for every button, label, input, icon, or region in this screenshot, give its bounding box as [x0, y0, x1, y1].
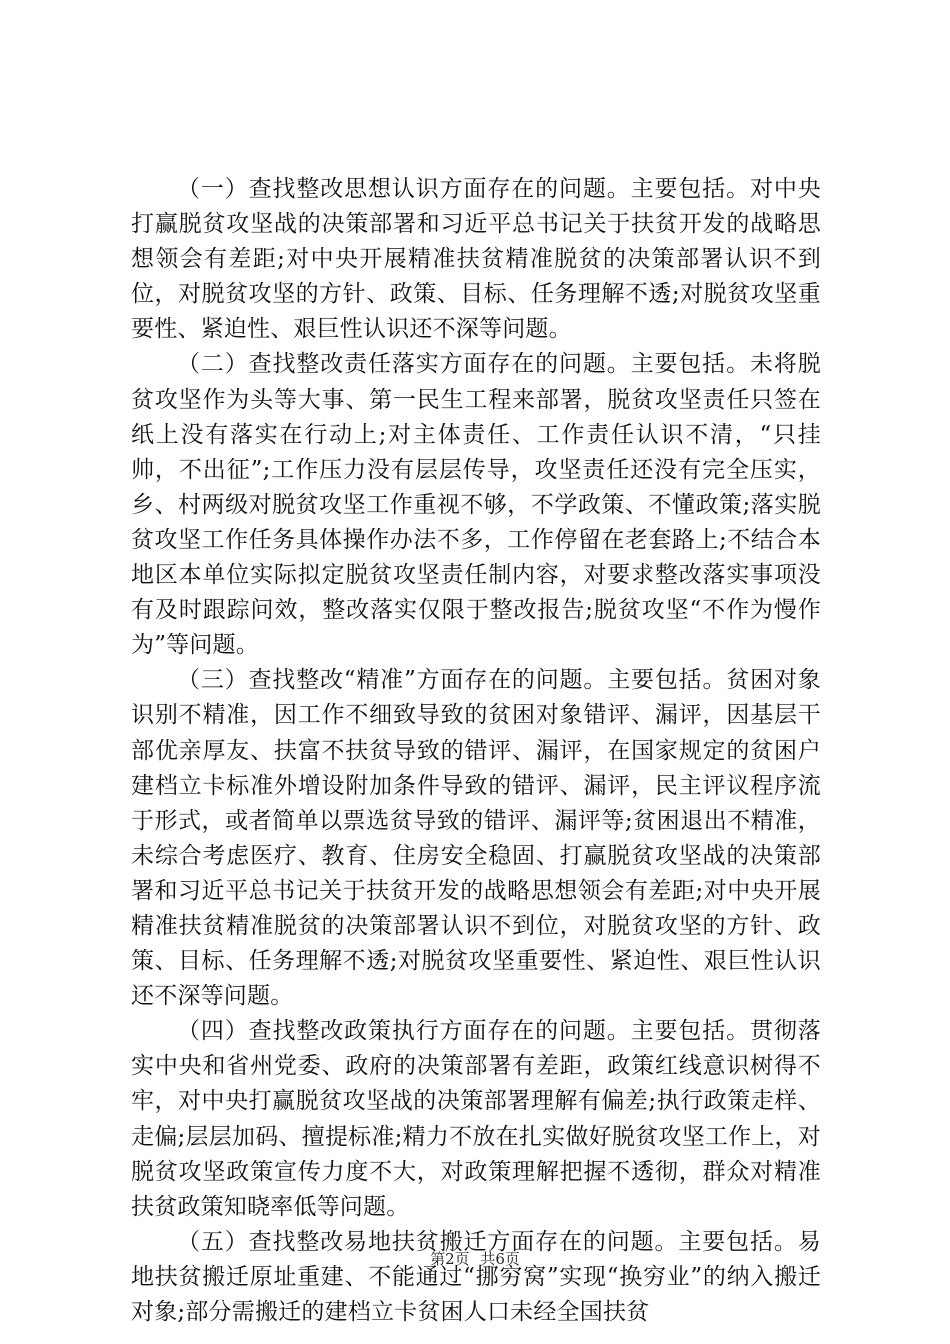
- document-body: [131, 172, 821, 1330]
- paragraph-2: （二）查找整改责任落实方面存在的问题。主要包括。未将脱贫攻坚作为头等大事、第一民生工程来部署，脱贫攻坚责任只签在纸上没有落实在行动上;对主体责任、工作责任认识不清，“只挂帅，不出征”;工作压力没有层层传导，攻坚责任还没有完全压实，乡、村两级对脱贫攻坚工作重视不够，不学政策、不懂政策;落实脱贫攻坚工作任务具体操作办法不多，工作停留在老套路上;不结合本地区本单位实际拟定脱贫攻坚责任制内容，对要求整改落实事项没有及时跟踪问效，整改落实仅限于整改报告;脱贫攻坚“不作为慢作为”等问题。: [131, 351, 821, 659]
- paragraph-4: （四）查找整改政策执行方面存在的问题。主要包括。贯彻落实中央和省州党委、政府的决策部署有差距，政策红线意识树得不牢，对中央打赢脱贫攻坚战的决策部署理解有偏差;执行政策走样、走偏;层层加码、擅提标准;精力不放在扎实做好脱贫攻坚工作上，对脱贫攻坚政策宣传力度不大，对政策理解把握不透彻，群众对精准扶贫政策知晓率低等问题。: [131, 1018, 821, 1220]
- page-number: 第2页: [430, 1250, 470, 1268]
- page-footer: [0, 1248, 950, 1269]
- paragraph-1: （一）查找整改思想认识方面存在的问题。主要包括。对中央打赢脱贫攻坚战的决策部署和习近平总书记关于扶贫开发的战略思想领会有差距;对中央开展精准扶贫精准脱贫的决策部署认识不到位，对脱贫攻坚的方针、政策、目标、任务理解不透;对脱贫攻坚重要性、紧迫性、艰巨性认识还不深等问题。: [131, 176, 821, 343]
- page-total: 共6页: [480, 1250, 520, 1268]
- paragraph-5: （五）查找整改易地扶贫搬迁方面存在的问题。主要包括。易地扶贫搬迁原址重建、不能通过“挪穷窝”实现“换穷业”的纳入搬迁对象;部分需搬迁的建档立卡贫困人口未经全国扶贫: [131, 1228, 821, 1325]
- paragraph-3: （三）查找整改“精准”方面存在的问题。主要包括。贫困对象识别不精准，因工作不细致导致的贫困对象错评、漏评，因基层干部优亲厚友、扶富不扶贫导致的错评、漏评，在国家规定的贫困户建档立卡标准外增设附加条件导致的错评、漏评，民主评议程序流于形式，或者简单以票选贫导致的错评、漏评等;贫困退出不精准，未综合考虑医疗、教育、住房安全稳固、打赢脱贫攻坚战的决策部署和习近平总书记关于扶贫开发的战略思想领会有差距;对中央开展精准扶贫精准脱贫的决策部署认识不到位，对脱贫攻坚的方针、政策、目标、任务理解不透;对脱贫攻坚重要性、紧迫性、艰巨性认识还不深等问题。: [131, 667, 821, 1010]
